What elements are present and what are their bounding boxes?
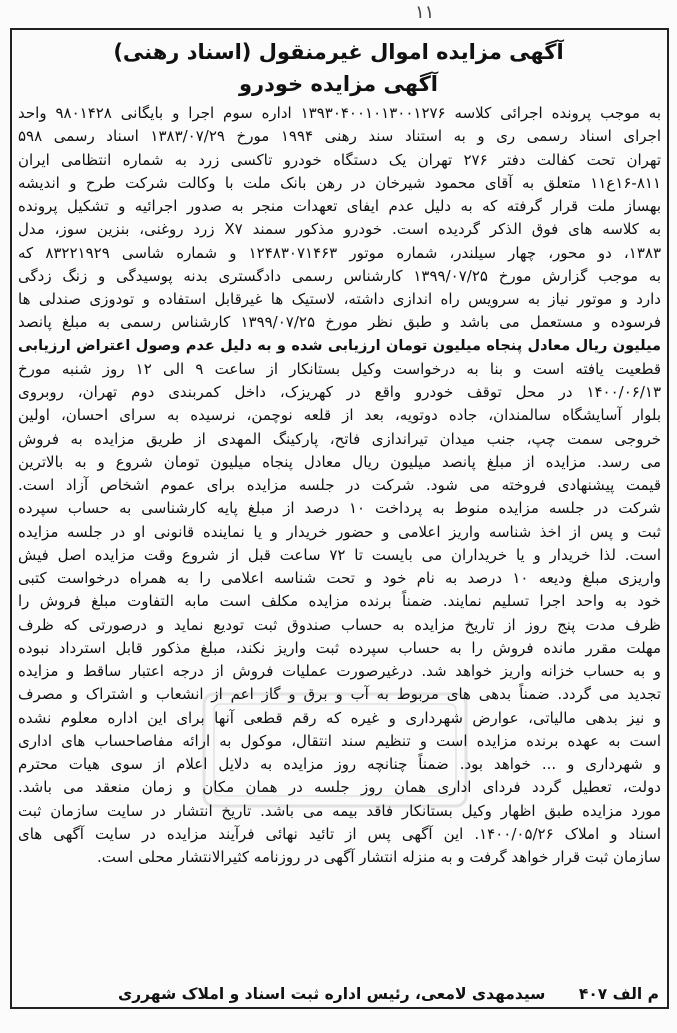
notice-footer bbox=[18, 985, 659, 1009]
body-line: قیمت پیشنهادی فروخته می شود. شرکت در جلسه مزایده برای عموم اشخاص آزاد است. bbox=[18, 476, 661, 494]
body-line: بلوار آسایشگاه سالمندان، جاده دوتویه، بعد از قلعه نوچمن، نرسیده به سرای احسان، اولین bbox=[18, 406, 661, 425]
body-line: به موجب پرونده اجرائی کلاسه ۱۳۹۳۰۴۰۰۱۰۱۳۰۰۱۲۷۶ اداره سوم اجرا و بایگانی ۹۸۰۱۴۲۸ واحد bbox=[18, 104, 661, 122]
notice-body bbox=[18, 102, 661, 869]
notice-subtitle: آگهی مزایده خودرو bbox=[238, 72, 439, 96]
body-line: تجدید می گردد. ضمناً بدهی های مربوط به آب و برق و گاز اعم از انشعاب و اشتراک و مصرف bbox=[18, 685, 661, 704]
notice-code: م الف ۴۰۷ bbox=[578, 985, 659, 1003]
notice-title: آگهی مزایده اموال غیرمنقول (اسناد رهنی) bbox=[113, 40, 564, 64]
body-line: بهساز ملت قرار گرفته که به دلیل عدم ایفای تعهدات منجر به صدور اجرائیه و تشکیل پرونده bbox=[18, 197, 661, 215]
body-line-bold: میلیون ریال معادل پنجاه میلیون تومان ارزیابی شده و به دلیل عدم وصول اعتراض ارزیابی bbox=[18, 337, 661, 354]
body-line: است به عهده برنده مزایده است و تنظیم سند انتقال، موکول به ارائه مفاصاحساب های اداری bbox=[18, 731, 661, 750]
body-line: ظرف مدت پنج روز از تاریخ مزایده به حساب صندوق ثبت تودیع نماید و درصورتی که ظرف bbox=[18, 615, 661, 634]
body-line: شرکت در جلسه مزایده منوط به پرداخت ۱۰ درصد از مبلغ پایه کارشناسی به حساب سپرده bbox=[18, 499, 661, 518]
body-line-last: سازمان ثبت قرار خواهد گرفت و به منزله انتشار آگهی در روزنامه کثیرالانتشار محلی است. bbox=[96, 848, 661, 866]
body-line: ثبت و پس از اخذ شناسه واریز اعلامی و حضور خریدار و یا نماینده قانونی او در جلسه مزایده bbox=[18, 522, 661, 541]
body-line: و شهرداری و ... خواهد بود. ضمناً چنانچه روز مزایده به دلایل اعلام از سوی هیات محترم bbox=[18, 755, 661, 773]
body-line: اسناد و املاک ۱۴۰۰/۰۵/۲۶. این آگهی پس از تائید نهائی فرآیند مزایده در سایت آگهی های bbox=[18, 824, 661, 843]
body-line: مهلت مقرر مانده فروش را به حساب سپرده ثبت واریز نکند، مبلغ مذکور قابل استرداد نبوده bbox=[18, 638, 661, 657]
body-line: واریزی مبلغ ودیعه ۱۰ درصد به نام خود و تحت شناسه اعلامی را به همراه درخواست کتبی bbox=[18, 569, 661, 587]
body-line: خروجی سمت چپ، جنب میدان تیراندازی فاتح، پارکینگ المهدی از طریق مزایده به فروش bbox=[18, 429, 661, 448]
body-line: ۱۳۸۳، دو محور، چهار سیلندر، شماره موتور ۱۲۴۸۳۰۷۱۴۶۳ و شماره شاسی ۸۳۲۲۱۹۲۹ که bbox=[18, 243, 661, 262]
body-line: قطعیت یافته است و بنا به درخواست وکیل بستانکار از ساعت ۹ الی ۱۲ روز شنبه مورخ bbox=[18, 359, 661, 378]
body-line: دولت، تعطیل گردد فردای اداری همان روز جلسه در همان مکان و زمان منعقد می باشد. bbox=[18, 778, 661, 797]
body-line: ۱۶-۸۱۱ع۱۱ متعلق به آقای محمود شیرخان در رهن بانک ملت با وکالت شرکت طرح و اندیشه bbox=[18, 173, 661, 192]
body-line: و نیز بدهی مالیاتی، عوارض شهرداری و غیره که رقم قطعی آنها برای این اداره معلوم نشده bbox=[18, 708, 661, 727]
body-line: و به حساب خزانه واریز خواهد شد. درغیرصورت عملیات فروش از درجه اعتبار ساقط و مزایده bbox=[18, 662, 661, 680]
body-line: مورد مزایده طبق اظهار وکیل بستانکار فاقد بیمه می باشد. تاریخ انتشار در سایت سازمان ثبت bbox=[18, 801, 661, 820]
body-line: می رسد. مزایده از مبلغ پانصد میلیون ریال معادل پنجاه میلیون تومان شروع و به بالاترین bbox=[18, 452, 661, 471]
body-line: ۱۴۰۰/۰۶/۱۳ در محل توقف خودرو واقع در کهریزک، داخل کمربندی دوم تهران، روبروی bbox=[18, 383, 661, 401]
body-line: اجرای اسناد رسمی ری و به استناد سند رهنی ۱۹۹۴ مورخ ۱۳۸۳/۰۷/۲۹ اسناد رسمی ۵۹۸ bbox=[18, 127, 661, 146]
corner-mark: ١١ bbox=[415, 2, 435, 23]
body-line: است. لذا خریدار و یا خریداران می بایست تا ۷۲ ساعت قبل از شروع وقت مزایده اصل فیش bbox=[18, 545, 661, 564]
body-line: تهران تحت کفالت دفتر ۲۷۶ تهران یک دستگاه خودرو تاکسی زرد به شماره انتظامی ایران bbox=[18, 150, 661, 169]
notice-signer: سیدمهدی لامعی، رئیس اداره ثبت اسناد و املاک شهرری bbox=[118, 985, 546, 1003]
body-line: دارد و موتور نیاز به سرویس راه اندازی داشته، لاستیک ها غیرقابل استفاده و تودوزی صندلی ها bbox=[18, 290, 661, 308]
body-line: فرسوده و مستعمل می باشد و طبق نظر مورخ ۱۳۹۹/۰۷/۲۵ کارشناس رسمی به مبلغ پانصد bbox=[18, 313, 661, 332]
body-line: خود به واحد اجرا تسلیم نمایند. ضمناً برنده مزایده مکلف است مابه التفاوت مبلغ فروش را bbox=[18, 592, 661, 611]
body-line: به موجب گزارش مورخ ۱۳۹۹/۰۷/۲۵ کارشناس رسمی دادگستری بدنه پوسیدگی و زنگ زدگی bbox=[18, 266, 661, 285]
body-line: به کلاسه های فوق الذکر گردیده است. خودرو مذکور سمند X۷ زرد روغنی، بنزین سوز، مدل bbox=[18, 220, 661, 239]
